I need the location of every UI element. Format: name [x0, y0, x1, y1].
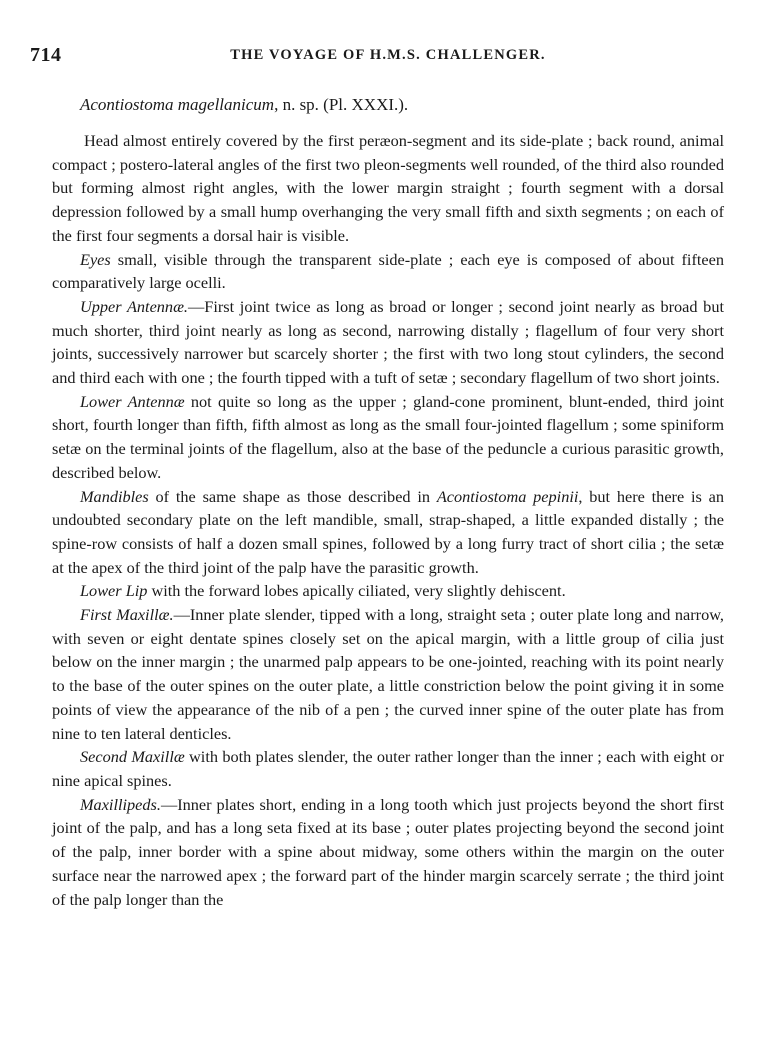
paragraph-term: Maxillipeds.: [80, 794, 161, 814]
paragraph-text: with the forward lobes apically ciliated, very slightly dehiscent.: [147, 581, 566, 601]
paragraph-text: of the same shape as those described in: [148, 486, 437, 506]
paragraph-text: —Inner plates short, ending in a long tooth which just projects beyond the short first joint of the palp, and has a long seta fixed at its base ; outer plates projecting beyond the second joint of the palp, inner border with a spine about midway, some others within the margin on the outer surface near the narrowed apex ; the forward part of the hinder margin scarcely serrate ; the third joint of the palp longer than the: [52, 794, 724, 909]
paragraph-maxillipeds: [52, 793, 724, 912]
paragraph-term: Second Maxillæ: [80, 747, 185, 767]
page-number: 714: [30, 44, 62, 66]
description-body: [52, 129, 724, 911]
running-title: THE VOYAGE OF H.M.S. CHALLENGER.: [230, 47, 546, 63]
species-reference: Acontiostoma pepinii: [436, 486, 579, 506]
paragraph-mandibles: [52, 485, 724, 580]
species-name: Acontiostoma magellanicum: [80, 95, 275, 114]
paragraph-lower-antennae: [52, 390, 724, 485]
paragraph-term: Upper Antennæ.: [80, 296, 189, 316]
paragraph-text: —First joint twice as long as broad or longer ; second joint nearly as broad but much shorter, third joint nearly as long as second, narrowing distally ; flagellum of four very short joints, successively narrower but scarcely shorter ; the first with two long stout cylinders, the second and third each with one ; the fourth tipped with a tuft of setæ ; secondary flagellum of two short joints.: [52, 296, 724, 388]
paragraph-eyes: [52, 248, 724, 295]
species-heading-suffix: , n. sp. (Pl. XXXI.).: [274, 95, 409, 114]
paragraph-head: [52, 129, 724, 248]
page-header: [30, 44, 746, 70]
paragraph-second-maxillae: [52, 745, 724, 792]
paragraph-text: with both plates slender, the outer rather longer than the inner ; each with eight or nine apical spines.: [52, 747, 724, 790]
paragraph-text: —Inner plate slender, tipped with a long, straight seta ; outer plate long and narrow, with seven or eight dentate spines closely set on the apical margin, with a little group of cilia just below on the inner margin ; the unarmed palp appears to be one-jointed, reaching with its point nearly to the base of the outer spines on the outer plate, a little constriction below the point giving it in some points of view the appearance of the nib of a pen ; the curved inner spine of the outer plate has from nine to ten lateral denticles.: [52, 605, 724, 743]
paragraph-text-continued: , but here there is an undoubted secondary plate on the left mandible, small, strap-shaped, a little expanded distally ; the spine-row consists of half a dozen small spines, followed by a long furry tract of short cilia ; the setæ at the apex of the third joint of the palp have the parasitic growth.: [52, 486, 725, 577]
paragraph-text: Head almost entirely covered by the first peræon-segment and its side-plate ; back round, animal compact ; postero-lateral angles of the first two pleon-segments well rounded, of the third also rounded but forming almost right angles, with the lower margin straight ; fourth segment with a dorsal depression followed by a small hump overhanging the very small fifth and sixth segments ; on each of the first four segments a dorsal hair is visible.: [52, 131, 724, 245]
paragraph-term: First Maxillæ.: [80, 605, 174, 625]
paragraph-lower-lip: [52, 579, 724, 603]
paragraph-term: Lower Antennæ: [80, 391, 185, 411]
paragraph-term: Lower Lip: [80, 581, 148, 601]
paragraph-upper-antennae: [52, 295, 724, 390]
paragraph-text: not quite so long as the upper ; gland-cone prominent, blunt-ended, third joint short, fourth longer than fifth, fifth almost as long as the small four-jointed flagellum ; some spiniform setæ on the terminal joints of the flagellum, also at the base of the peduncle a curious parasitic growth, described below.: [52, 391, 724, 482]
species-heading: [80, 95, 408, 115]
paragraph-term: Eyes: [80, 249, 111, 269]
paragraph-text: small, visible through the transparent side-plate ; each eye is composed of about fifteen comparatively large ocelli.: [52, 249, 724, 293]
paragraph-term: Mandibles: [80, 486, 149, 506]
paragraph-first-maxillae: [52, 603, 724, 745]
